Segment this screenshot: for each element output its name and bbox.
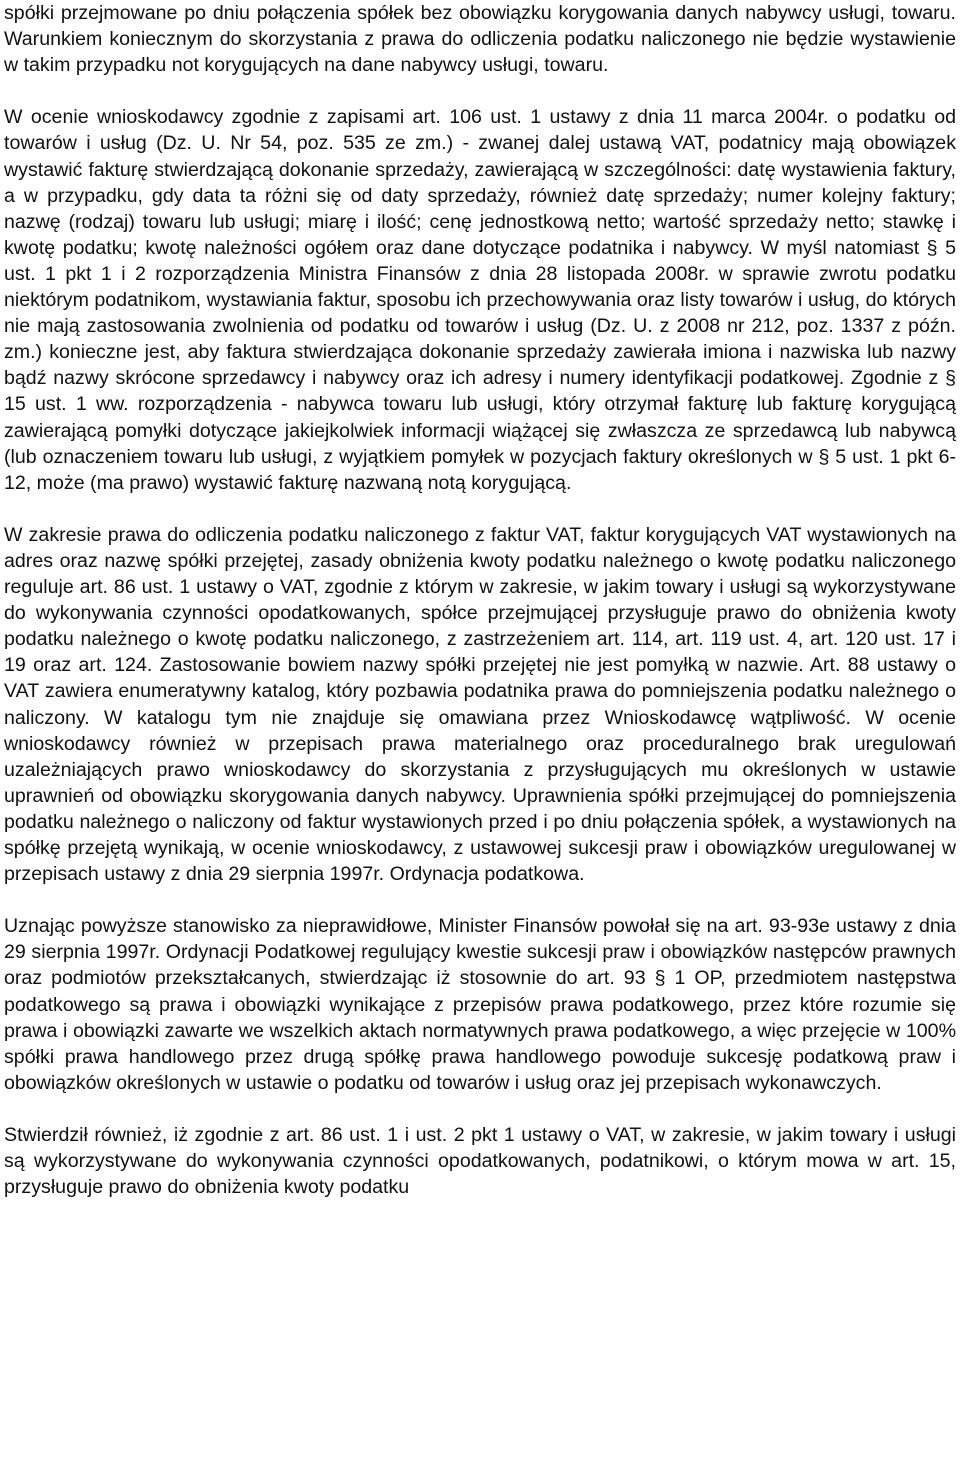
document-page: [4, 0, 956, 1200]
paragraph-spacer: [4, 1096, 956, 1122]
paragraph-minister-findings: Stwierdził również, iż zgodnie z art. 86 ust. 1 i ust. 2 pkt 1 ustawy o VAT, w zakresie, w jakim towary i usługi są wykorzystywane do wykonywania czynności opodatkowanych, podatnikowi, o którym mowa w art. 15, przysługuje prawo do obniżenia kwoty podatku: [4, 1124, 956, 1199]
paragraph-spacer: [4, 496, 956, 522]
paragraph-spacer: [4, 887, 956, 913]
paragraph-invoice-requirements: W ocenie wnioskodawcy zgodnie z zapisami art. 106 ust. 1 ustawy z dnia 11 marca 2004r. o podatku od towarów i usług (Dz. U. Nr 54, poz. 535 ze zm.) - zwanej dalej ustawą VAT, podatnicy mają obowiązek wystawić fakturę stwierdzającą dokonanie sprzedaży, zawierającą w szczególności: datę wystawienia faktury, a w przypadku, gdy data ta różni się od daty sprzedaży, również datę sprzedaży; numer kolejny faktury; nazwę (rodzaj) towaru lub usługi; miarę i ilość; cenę jednostkową netto; wartość sprzedaży netto; stawkę i kwotę podatku; kwotę należności ogółem oraz dane dotyczące podatnika i nabywcy. W myśl natomiast § 5 ust. 1 pkt 1 i 2 rozporządzenia Ministra Finansów z dnia 28 listopada 2008r. w sprawie zwrotu podatku niektórym podatnikom, wystawiania faktur, sposobu ich przechowywania oraz listy towarów i usług, do których nie mają zastosowania zwolnienia od podatku od towarów i usług (Dz. U. z 2008 nr 212, poz. 1337 z późn. zm.) konieczne jest, aby faktura stwierdzająca dokonanie sprzedaży zawierała imiona i nazwiska lub nazwy bądź nazwy skrócone sprzedawcy i nabywcy oraz ich adresy i numery identyfikacji podatkowej. Zgodnie z § 15 ust. 1 ww. rozporządzenia - nabywca towaru lub usługi, który otrzymał fakturę lub fakturę korygującą zawierającą pomyłki dotyczące jakiejkolwiek informacji wiążącej się zwłaszcza ze sprzedawcą lub nabywcą (lub oznaczeniem towaru lub usługi, z wyjątkiem pomyłek w pozycjach faktury określonych w § 5 ust. 1 pkt 6-12, może (ma prawo) wystawić fakturę nazwaną notą korygującą.: [4, 106, 956, 494]
paragraph-deduction-rights: W zakresie prawa do odliczenia podatku naliczonego z faktur VAT, faktur korygujących VAT wystawionych na adres oraz nazwę spółki przejętej, zasady obniżenia kwoty podatku należnego o kwotę podatku naliczonego reguluje art. 86 ust. 1 ustawy o VAT, zgodnie z którym w zakresie, w jakim towary i usługi są wykorzystywane do wykonywania czynności opodatkowanych, spółce przejmującej przysługuje prawo do obniżenia kwoty podatku należnego o kwotę podatku naliczonego, z zastrzeżeniem art. 114, art. 119 ust. 4, art. 120 ust. 17 i 19 oraz art. 124. Zastosowanie bowiem nazwy spółki przejętej nie jest pomyłką w nazwie. Art. 88 ustawy o VAT zawiera enumeratywny katalog, który pozbawia podatnika prawa do pomniejszenia podatku należnego o naliczony. W katalogu tym nie znajduje się omawiana przez Wnioskodawcę wątpliwość. W ocenie wnioskodawcy również w przepisach prawa materialnego oraz proceduralnego brak uregulowań uzależniających prawo wnioskodawcy do skorzystania z przysługujących mu określonych w ustawie uprawnień od obowiązku skorygowania danych nabywcy. Uprawnienia spółki przejmującej do pomniejszenia podatku należnego o naliczony od faktur wystawionych przed i po dniu połączenia spółek, a wystawionych na spółkę przejętą wynikają, w ocenie wnioskodawcy, z ustawowej sukcesji praw i obowiązków uregulowanej w przepisach ustawy z dnia 29 sierpnia 1997r. Ordynacja podatkowa.: [4, 523, 956, 886]
paragraph-minister-position: Uznając powyższe stanowisko za nieprawidłowe, Minister Finansów powołał się na art. 93-93e ustawy z dnia 29 sierpnia 1997r. Ordynacji Podatkowej regulujący kwestie sukcesji praw i obowiązków następców prawnych oraz podmiotów przekształcanych, stwierdzając iż stosownie do art. 93 § 1 OP, przedmiotem następstwa podatkowego są prawa i obowiązki wynikające z przepisów prawa podatkowego, przez które rozumie się prawa i obowiązki zawarte we wszelkich aktach normatywnych prawa podatkowego, a więc przejęcie w 100% spółki prawa handlowego przez drugą spółkę prawa handlowego powoduje sukcesję podatkową praw i obowiązków określonych w ustawie o podatku od towarów i usług oraz jej przepisach wykonawczych.: [4, 915, 956, 1094]
paragraph-corrective-notes: spółki przejmowane po dniu połączenia spółek bez obowiązku korygowania danych nabywcy usługi, towaru. Warunkiem koniecznym do skorzystania z prawa do odliczenia podatku naliczonego nie będzie wystawienie w takim przypadku not korygujących na dane nabywcy usługi, towaru.: [4, 2, 956, 77]
paragraph-spacer: [4, 78, 956, 104]
